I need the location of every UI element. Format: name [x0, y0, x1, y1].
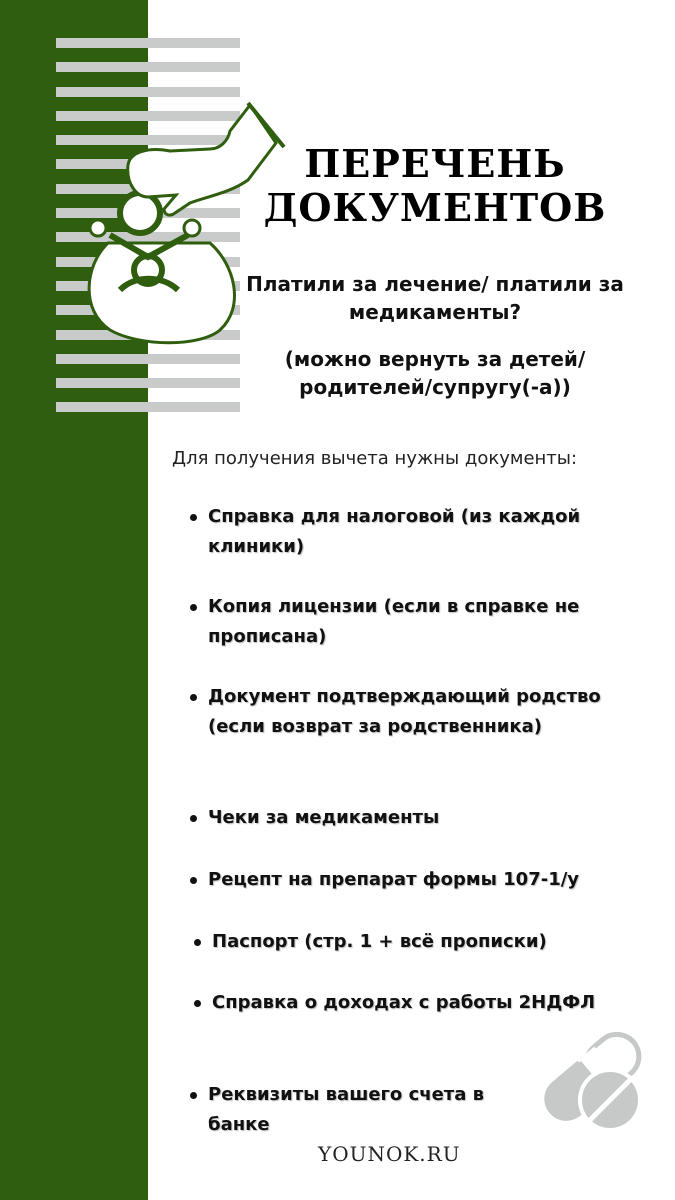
document-text: Чеки за медикаменты [208, 807, 440, 828]
bullet-icon [190, 1092, 197, 1099]
document-text: Реквизиты вашего счета в банке [208, 1084, 485, 1135]
page-title: ПЕРЕЧЕНЬ ДОКУМЕНТОВ [263, 141, 607, 230]
document-item [190, 865, 610, 895]
bullet-icon [190, 815, 197, 822]
document-item [190, 1080, 510, 1140]
document-text: Паспорт (стр. 1 + всё прописки) [212, 931, 547, 952]
intro-text: Для получения вычета нужны документы: [172, 448, 578, 469]
document-text: Справка о доходах с работы 2НДФЛ [212, 992, 596, 1013]
document-item [190, 502, 610, 562]
footer-site-name: YOUNOK.RU [318, 1142, 461, 1166]
bullet-icon [194, 939, 201, 946]
document-item [190, 592, 610, 652]
bullet-icon [194, 1000, 201, 1007]
document-text: Копия лицензии (если в справке не прописана) [208, 596, 580, 647]
document-item [194, 927, 614, 957]
document-item [194, 988, 614, 1018]
document-text: Справка для налоговой (из каждой клиники) [208, 506, 581, 557]
bullet-icon [190, 514, 197, 521]
pills-icon [518, 1018, 658, 1138]
refund-note: (можно вернуть за детей/ родителей/супругу(-а)) [284, 347, 586, 399]
bullet-icon [190, 604, 197, 611]
bullet-icon [190, 694, 197, 701]
bullet-icon [190, 877, 197, 884]
document-text: Рецепт на препарат формы 107-1/у [208, 869, 580, 890]
document-item [190, 803, 610, 833]
document-item [190, 682, 610, 742]
subtitle: Платили за лечение/ платили за медикаменты? [246, 272, 624, 324]
document-text: Документ подтверждающий родство (если возврат за родственника) [208, 686, 601, 737]
